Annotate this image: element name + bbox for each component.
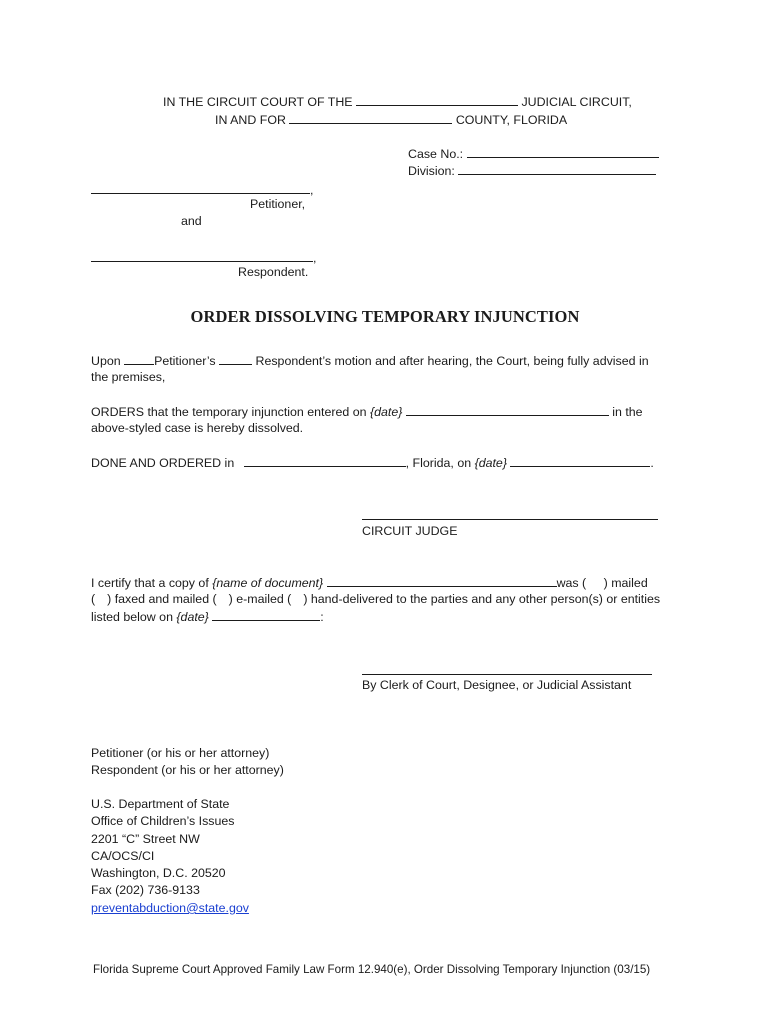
court-header-line-1: IN THE CIRCUIT COURT OF THE JUDICIAL CIRCUIT, bbox=[163, 95, 632, 109]
and-label: and bbox=[181, 214, 202, 228]
court-header-line-2: IN AND FOR COUNTY, FLORIDA bbox=[215, 113, 568, 127]
petitioner-checkbox-blank[interactable] bbox=[124, 352, 154, 365]
address-line-4: CA/OCS/CI bbox=[91, 849, 155, 863]
recipient-respondent: Respondent (or his or her attorney) bbox=[91, 763, 284, 777]
respondent-name-line: , bbox=[91, 249, 316, 267]
county-blank[interactable] bbox=[289, 111, 452, 124]
address-fax: Fax (202) 736-9133 bbox=[91, 883, 200, 897]
judge-signature-line[interactable] bbox=[362, 519, 658, 520]
address-line-5: Washington, D.C. 20520 bbox=[91, 866, 226, 880]
done-date-blank[interactable] bbox=[510, 454, 650, 467]
respondent-name-blank[interactable] bbox=[91, 249, 313, 262]
division-field: Division: bbox=[408, 162, 656, 180]
recipient-petitioner: Petitioner (or his or her attorney) bbox=[91, 746, 270, 760]
clerk-label: By Clerk of Court, Designee, or Judicial Assistant bbox=[362, 678, 632, 692]
motion-paragraph-line-2: the premises, bbox=[91, 370, 166, 384]
respondent-label: Respondent. bbox=[238, 265, 309, 279]
certificate-line-1: I certify that a copy of {name of document} was ( ) mailed bbox=[91, 576, 648, 590]
clerk-signature-line[interactable] bbox=[362, 674, 652, 675]
case-number-field: Case No.: bbox=[408, 145, 659, 163]
document-title: ORDER DISSOLVING TEMPORARY INJUNCTION bbox=[190, 307, 580, 326]
orders-paragraph-line-2: above-styled case is hereby dissolved. bbox=[91, 421, 304, 435]
petitioner-label: Petitioner, bbox=[250, 197, 306, 211]
done-and-ordered-line: DONE AND ORDERED in , Florida, on {date} . bbox=[91, 456, 654, 470]
address-line-2: Office of Children’s Issues bbox=[91, 814, 235, 828]
orders-paragraph-line-1: ORDERS that the temporary injunction entered on {date} in the bbox=[91, 405, 643, 419]
service-date-blank[interactable] bbox=[212, 608, 320, 621]
motion-paragraph-line-1: Upon Petitioner’s Respondent’s motion and after hearing, the Court, being fully advised in bbox=[91, 354, 649, 368]
petitioner-name-blank[interactable] bbox=[91, 181, 310, 194]
email-link[interactable]: preventabduction@state.gov bbox=[91, 901, 249, 915]
case-number-blank[interactable] bbox=[467, 145, 659, 158]
form-footer: Florida Supreme Court Approved Family Law Form 12.940(e), Order Dissolving Temporary Injunction (03/15) bbox=[93, 963, 651, 976]
certificate-line-2: ( ) faxed and mailed ( ) e-mailed ( ) hand-delivered to the parties and any other person(s) or entities bbox=[91, 592, 661, 606]
judicial-circuit-blank[interactable] bbox=[356, 93, 518, 106]
injunction-date-blank[interactable] bbox=[406, 403, 609, 416]
address-line-1: U.S. Department of State bbox=[91, 797, 230, 811]
petitioner-name-line: , bbox=[91, 181, 313, 199]
certificate-line-3: listed below on {date} : bbox=[91, 610, 324, 624]
respondent-checkbox-blank[interactable] bbox=[219, 352, 252, 365]
circuit-judge-label: CIRCUIT JUDGE bbox=[362, 524, 458, 538]
document-name-blank[interactable] bbox=[327, 574, 557, 587]
done-location-blank[interactable] bbox=[244, 454, 406, 467]
division-blank[interactable] bbox=[458, 162, 656, 175]
address-line-3: 2201 “C” Street NW bbox=[91, 832, 200, 846]
